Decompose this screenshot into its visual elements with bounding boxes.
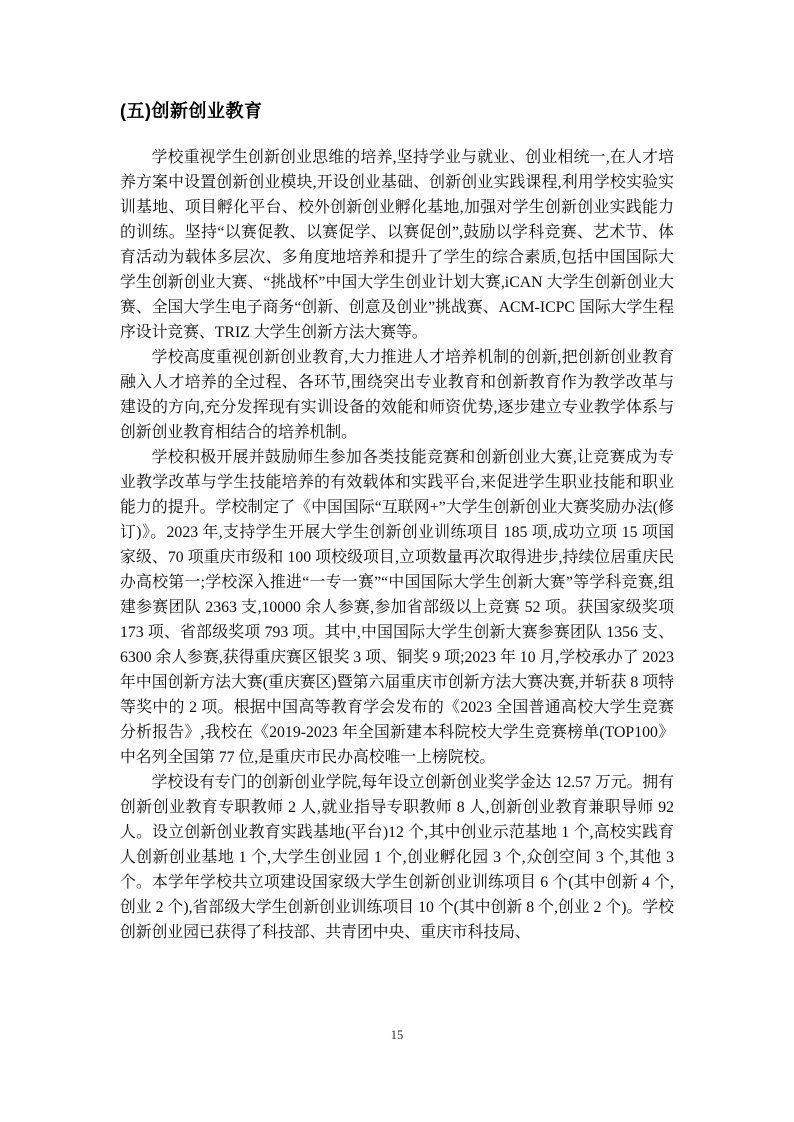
section-heading: (五)创新创业教育 xyxy=(120,101,263,121)
document-content xyxy=(120,98,674,945)
paragraph-2: 学校高度重视创新创业教育,大力推进人才培养机制的创新,把创新创业教育融入人才培养的全过程、各环节,围绕突出专业教育和创新教育作为教学改革与建设的方向,充分发挥现有实训设备的效能和师资优势,逐步建立专业教学体系与创新创业教育相结合的培养机制。 xyxy=(120,349,674,441)
paragraph-4: 学校设有专门的创新创业学院,每年设立创新创业奖学金达 12.57 万元。拥有创新创业教育专职教师 2 人,就业指导专职教师 8 人,创新创业教育兼职导师 92 人。设立创新创业教育实践基地(平台)12 个,其中创业示范基地 1 个,高校实践育人创新创业基地 1 个,大学生创业园 1 个,创业孵化园 3 个,众创空间 3 个,其他 3 个。本学年学校共立项建设国家级大学生创新创业训练项目 6 个(其中创新 4 个,创业 2 个),省部级大学生创新创业训练项目 10 个(其中创新 8 个,创业 2 个)。学校创新创业园已获得了科技部、共青团中央、重庆市科技局、 xyxy=(120,774,674,941)
page-number: 15 xyxy=(390,1028,404,1042)
paragraph-3: 学校积极开展并鼓励师生参加各类技能竞赛和创新创业大赛,让竞赛成为专业教学改革与学生技能培养的有效载体和实践平台,来促进学生职业技能和职业能力的提升。学校制定了《中国国际“互联网+”大学生创新创业大赛奖励办法(修订)》。2023 年,支持学生开展大学生创新创业训练项目 185 项,成功立项 15 项国家级、70 项重庆市级和 100 项校级项目,立项数量再次取得进步,持续位居重庆民办高校第一;学校深入推进“一专一赛”“中国国际大学生创新大赛”等学科竞赛,组建参赛团队 2363 支,10000 余人参赛,参加省部级以上竞赛 52 项。获国家级奖项 173 项、省部级奖项 793 项。其中,中国国际大学生创新大赛参赛团队 1356 支、6300 余人参赛,获得重庆赛区银奖 3 项、铜奖 9 项;2023 年 10 月,学校承办了 2023 年中国创新方法大赛(重庆赛区)暨第六届重庆市创新方法大赛决赛,并斩获 8 项特等奖中的 2 项。根据中国高等教育学会发布的《2023 全国普通高校大学生竞赛分析报告》,我校在《2019-2023 年全国新建本科院校大学生竞赛榜单(TOP100》中名列全国第 77 位,是重庆市民办高校唯一上榜院校。 xyxy=(120,449,674,766)
paragraph-1: 学校重视学生创新创业思维的培养,坚持学业与就业、创业相统一,在人才培养方案中设置创新创业模块,开设创业基础、创新创业实践课程,利用学校实验实训基地、项目孵化平台、校外创新创业孵化基地,加强对学生创新创业实践能力的训练。坚持“以赛促教、以赛促学、以赛促创”,鼓励以学科竞赛、艺术节、体育活动为载体多层次、多角度地培养和提升了学生的综合素质,包括中国国际大学生创新创业大赛、“挑战杯”中国大学生创业计划大赛,iCAN 大学生创新创业大赛、全国大学生电子商务“创新、创意及创业”挑战赛、ACM-ICPC 国际大学生程序设计竞赛、TRIZ 大学生创新方法大赛等。 xyxy=(120,149,674,341)
